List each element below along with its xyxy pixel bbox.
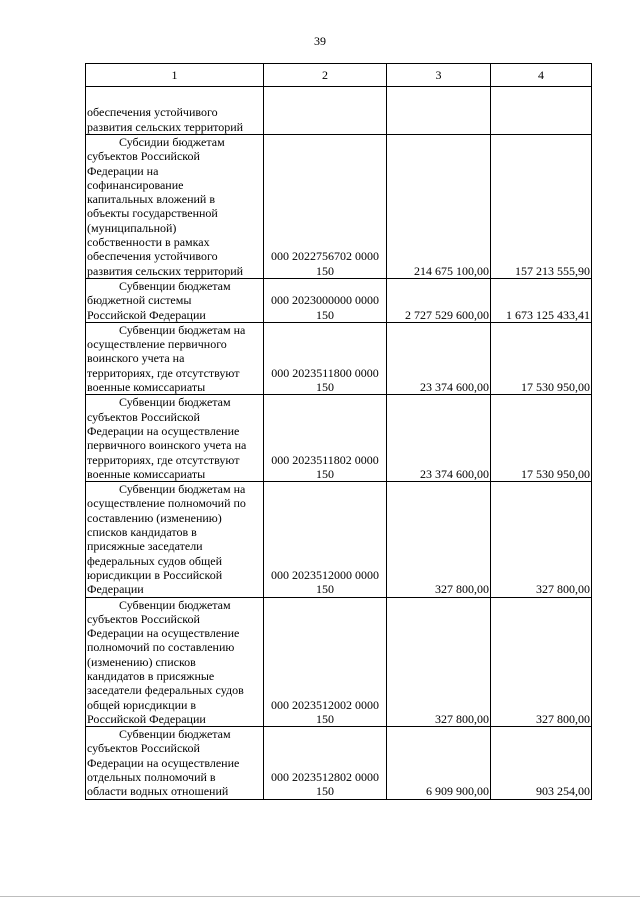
row-name-line: осуществление первичного bbox=[87, 337, 227, 352]
approved-amount-cell: 327 800,00 bbox=[387, 597, 491, 727]
row-name-cell bbox=[86, 87, 264, 135]
executed-amount-cell: 17 530 950,00 bbox=[491, 322, 592, 394]
approved-amount-cell: 327 800,00 bbox=[387, 482, 491, 597]
page-number: 39 bbox=[314, 34, 326, 48]
table-row bbox=[86, 322, 592, 394]
scan-edge-line bbox=[0, 896, 640, 897]
executed-amount-cell bbox=[491, 87, 592, 135]
budget-code-cell: 000 2023512002 0000 150 bbox=[264, 597, 387, 727]
row-name-cell bbox=[86, 597, 264, 727]
budget-code-cell: 000 2023511802 0000 150 bbox=[264, 395, 387, 482]
row-name-line: составлению (изменению) bbox=[87, 510, 222, 525]
column-header-4: 4 bbox=[491, 64, 592, 87]
table-row bbox=[86, 278, 592, 322]
row-name-line: списков кандидатов в bbox=[87, 525, 197, 540]
row-name-line: развития сельских территорий bbox=[87, 263, 244, 278]
budget-code-cell bbox=[264, 87, 387, 135]
row-name-line: Субвенции бюджетам bbox=[119, 278, 231, 293]
table-row bbox=[86, 87, 592, 135]
row-name-line: полномочий по составлению bbox=[87, 640, 235, 655]
row-name-cell bbox=[86, 727, 264, 799]
row-name-cell bbox=[86, 278, 264, 322]
row-name-line: воинского учета на bbox=[87, 351, 185, 366]
row-name-line: военные комиссариаты bbox=[87, 466, 206, 481]
row-name-cell bbox=[86, 395, 264, 482]
row-name-line: (муниципальной) bbox=[87, 220, 177, 235]
table-header-row bbox=[86, 64, 592, 87]
table-body bbox=[86, 87, 592, 800]
row-name-line: федеральных судов общей bbox=[87, 553, 223, 568]
approved-amount-cell: 6 909 900,00 bbox=[387, 727, 491, 799]
executed-amount-cell: 327 800,00 bbox=[491, 482, 592, 597]
row-name-line: Федерации на осуществление bbox=[87, 423, 240, 438]
table-row bbox=[86, 135, 592, 279]
row-name-line: субъектов Российской bbox=[87, 149, 200, 164]
column-header-1: 1 bbox=[86, 64, 264, 87]
row-name-line: первичного воинского учета на bbox=[87, 438, 247, 453]
row-name-line: объекты государственной bbox=[87, 206, 218, 221]
column-header-3: 3 bbox=[387, 64, 491, 87]
row-name-line: капитальных вложений в bbox=[87, 192, 216, 207]
row-name-line: отдельных полномочий в bbox=[87, 770, 216, 785]
row-name-line: субъектов Российской bbox=[87, 741, 200, 756]
budget-code-cell: 000 2023512802 0000 150 bbox=[264, 727, 387, 799]
row-name-line: Российской Федерации bbox=[87, 307, 206, 322]
row-name-line: обеспечения устойчивого bbox=[87, 105, 218, 120]
executed-amount-cell: 17 530 950,00 bbox=[491, 395, 592, 482]
executed-amount-cell: 903 254,00 bbox=[491, 727, 592, 799]
executed-amount-cell: 327 800,00 bbox=[491, 597, 592, 727]
row-name-line: кандидатов в присяжные bbox=[87, 668, 215, 683]
row-name-line: субъектов Российской bbox=[87, 409, 200, 424]
row-name-cell bbox=[86, 135, 264, 279]
row-name-line: юрисдикции в Российской bbox=[87, 567, 223, 582]
row-name-line: развития сельских территорий bbox=[87, 119, 244, 134]
table-row bbox=[86, 727, 592, 799]
row-name-line: обеспечения устойчивого bbox=[87, 249, 218, 264]
row-name-line: (изменению) списков bbox=[87, 654, 196, 669]
row-name-line: заседатели федеральных судов bbox=[87, 683, 244, 698]
row-name-cell bbox=[86, 482, 264, 597]
budget-code-cell: 000 2023512000 0000 150 bbox=[264, 482, 387, 597]
row-name-line: осуществление полномочий по bbox=[87, 496, 246, 511]
row-name-line: Субвенции бюджетам bbox=[119, 597, 231, 612]
executed-amount-cell: 157 213 555,90 bbox=[491, 135, 592, 279]
row-name-line: Российской Федерации bbox=[87, 711, 206, 726]
table-row bbox=[86, 395, 592, 482]
budget-code-cell: 000 2023511800 0000 150 bbox=[264, 322, 387, 394]
row-name-line: субъектов Российской bbox=[87, 611, 200, 626]
row-name-line: Федерации bbox=[87, 582, 144, 597]
row-name-line: присяжные заседатели bbox=[87, 539, 203, 554]
row-name-line: общей юрисдикции в bbox=[87, 697, 197, 712]
row-name-line: области водных отношений bbox=[87, 784, 229, 799]
approved-amount-cell: 214 675 100,00 bbox=[387, 135, 491, 279]
row-name-line: территориях, где отсутствуют bbox=[87, 452, 240, 467]
row-name-line: собственности в рамках bbox=[87, 235, 210, 250]
row-name-line: территориях, где отсутствуют bbox=[87, 365, 240, 380]
row-name-line: Федерации на осуществление bbox=[87, 755, 240, 770]
row-name-cell bbox=[86, 322, 264, 394]
approved-amount-cell bbox=[387, 87, 491, 135]
approved-amount-cell: 23 374 600,00 bbox=[387, 322, 491, 394]
table-row bbox=[86, 482, 592, 597]
row-name-line: Субвенции бюджетам на bbox=[119, 322, 246, 337]
row-name-line: военные комиссариаты bbox=[87, 380, 206, 395]
budget-code-cell: 000 2023000000 0000 150 bbox=[264, 278, 387, 322]
approved-amount-cell: 23 374 600,00 bbox=[387, 395, 491, 482]
row-name-line: Федерации на bbox=[87, 163, 159, 178]
row-name-line: Субвенции бюджетам bbox=[119, 395, 231, 410]
row-name-line: Субвенции бюджетам bbox=[119, 727, 231, 742]
row-name-line: Субсидии бюджетам bbox=[119, 135, 225, 149]
row-name-line: Федерации на осуществление bbox=[87, 626, 240, 641]
row-name-line: Субвенции бюджетам на bbox=[119, 482, 246, 497]
row-name-line: софинансирование bbox=[87, 177, 184, 192]
approved-amount-cell: 2 727 529 600,00 bbox=[387, 278, 491, 322]
table-row bbox=[86, 597, 592, 727]
row-name-line: бюджетной системы bbox=[87, 293, 192, 308]
column-header-2: 2 bbox=[264, 64, 387, 87]
budget-code-cell: 000 2022756702 0000 150 bbox=[264, 135, 387, 279]
executed-amount-cell: 1 673 125 433,41 bbox=[491, 278, 592, 322]
budget-table bbox=[85, 63, 592, 800]
